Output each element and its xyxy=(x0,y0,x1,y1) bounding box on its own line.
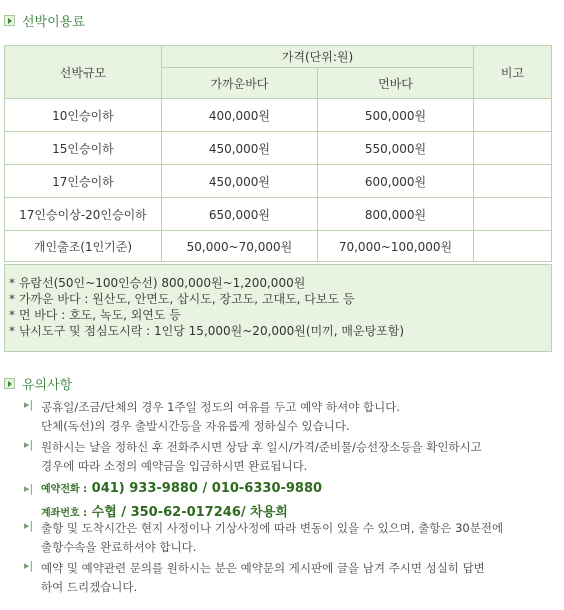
caution-list xyxy=(24,398,544,476)
cell-size: 17인승이하 xyxy=(5,165,162,198)
cell-note xyxy=(474,165,552,198)
header-near-sea: 가까운바다 xyxy=(161,68,317,99)
cell-near: 450,000원 xyxy=(161,165,317,198)
cell-note xyxy=(474,99,552,132)
table-row xyxy=(5,165,552,198)
list-marker-icon: ▸| xyxy=(24,559,34,572)
table-row xyxy=(5,198,552,231)
section-header-fee xyxy=(4,11,85,30)
cell-note xyxy=(474,231,552,262)
phone-label: 예약전화 : xyxy=(41,484,88,495)
caution-text: 출항 및 도착시간은 현지 사정이나 기상사정에 따라 변동이 있을 수 있으며, 출항은 30분전에 xyxy=(41,521,504,535)
phone-value: 041) 933-9880 / 010-6330-9880 xyxy=(91,481,323,496)
table-row xyxy=(5,99,552,132)
section-header-caution xyxy=(4,374,72,393)
header-note: 비고 xyxy=(474,46,552,99)
note-line: * 낚시도구 및 점심도시락 : 1인당 15,000원~20,000원(미끼, 매운탕포함) xyxy=(9,324,405,338)
account-line xyxy=(41,501,288,520)
header-price: 가격(단위:원) xyxy=(161,46,473,68)
list-marker-icon: ▸| xyxy=(24,482,34,495)
caution-text: 단체(독선)의 경우 출발시간등을 자유롭게 정하실수 있습니다. xyxy=(41,419,350,433)
list-marker-icon: ▸| xyxy=(24,398,34,411)
notes-box xyxy=(4,264,552,352)
cell-far: 70,000~100,000원 xyxy=(317,231,473,262)
cell-note xyxy=(474,198,552,231)
phone-line xyxy=(24,480,322,496)
table-row xyxy=(5,132,552,165)
section-bullet-icon xyxy=(4,15,15,26)
section-title-fee: 선박이용료 xyxy=(22,15,85,30)
header-far-sea: 먼바다 xyxy=(317,68,473,99)
cell-far: 500,000원 xyxy=(317,99,473,132)
cell-near: 650,000원 xyxy=(161,198,317,231)
caution-text: 공휴일/조금/단체의 경우 1주일 정도의 여유를 두고 예약 하셔야 합니다. xyxy=(41,400,401,414)
note-line: * 가까운 바다 : 원산도, 안면도, 삽시도, 장고도, 고대도, 다보도 등 xyxy=(9,292,355,306)
note-line: * 먼 바다 : 호도, 녹도, 외연도 등 xyxy=(9,308,181,322)
caution-item xyxy=(24,438,544,476)
caution-text: 예약 및 예약관련 문의를 원하시는 분은 예약문의 게시판에 글을 남겨 주시면 성실히 답변 xyxy=(41,561,485,575)
cell-size: 17인승이상-20인승이하 xyxy=(5,198,162,231)
cell-far: 550,000원 xyxy=(317,132,473,165)
cell-near: 450,000원 xyxy=(161,132,317,165)
caution-text: 출항수속을 완료하셔야 합니다. xyxy=(41,540,197,554)
table-row xyxy=(5,231,552,262)
caution-text: 경우에 따라 소정의 예약금을 입금하시면 완료됩니다. xyxy=(41,459,308,473)
account-label: 계좌번호 : xyxy=(41,508,88,519)
cell-note xyxy=(474,132,552,165)
caution-item xyxy=(24,398,544,436)
cell-far: 600,000원 xyxy=(317,165,473,198)
caution-item xyxy=(24,559,544,597)
section-title-caution: 유의사항 xyxy=(22,378,73,393)
caution-list-2 xyxy=(24,519,544,597)
note-line: * 유람선(50인~100인승선) 800,000원~1,200,000원 xyxy=(9,276,306,290)
caution-item xyxy=(24,519,544,557)
list-marker-icon: ▸| xyxy=(24,438,34,451)
caution-text: 하여 드리겠습니다. xyxy=(41,580,138,594)
caution-text: 원하시는 날을 정하신 후 전화주시면 상담 후 일시/가격/준비물/승선장소등을 확인하시고 xyxy=(41,440,482,454)
list-marker-icon: ▸| xyxy=(24,519,34,532)
cell-size: 15인승이하 xyxy=(5,132,162,165)
cell-near: 50,000~70,000원 xyxy=(161,231,317,262)
account-value: 수협 / 350-62-017246/ 차용희 xyxy=(91,505,288,520)
price-table xyxy=(4,45,552,262)
cell-near: 400,000원 xyxy=(161,99,317,132)
cell-far: 800,000원 xyxy=(317,198,473,231)
section-bullet-icon xyxy=(4,378,15,389)
cell-size: 개인출조(1인기준) xyxy=(5,231,162,262)
cell-size: 10인승이하 xyxy=(5,99,162,132)
header-size: 선박규모 xyxy=(5,46,162,99)
